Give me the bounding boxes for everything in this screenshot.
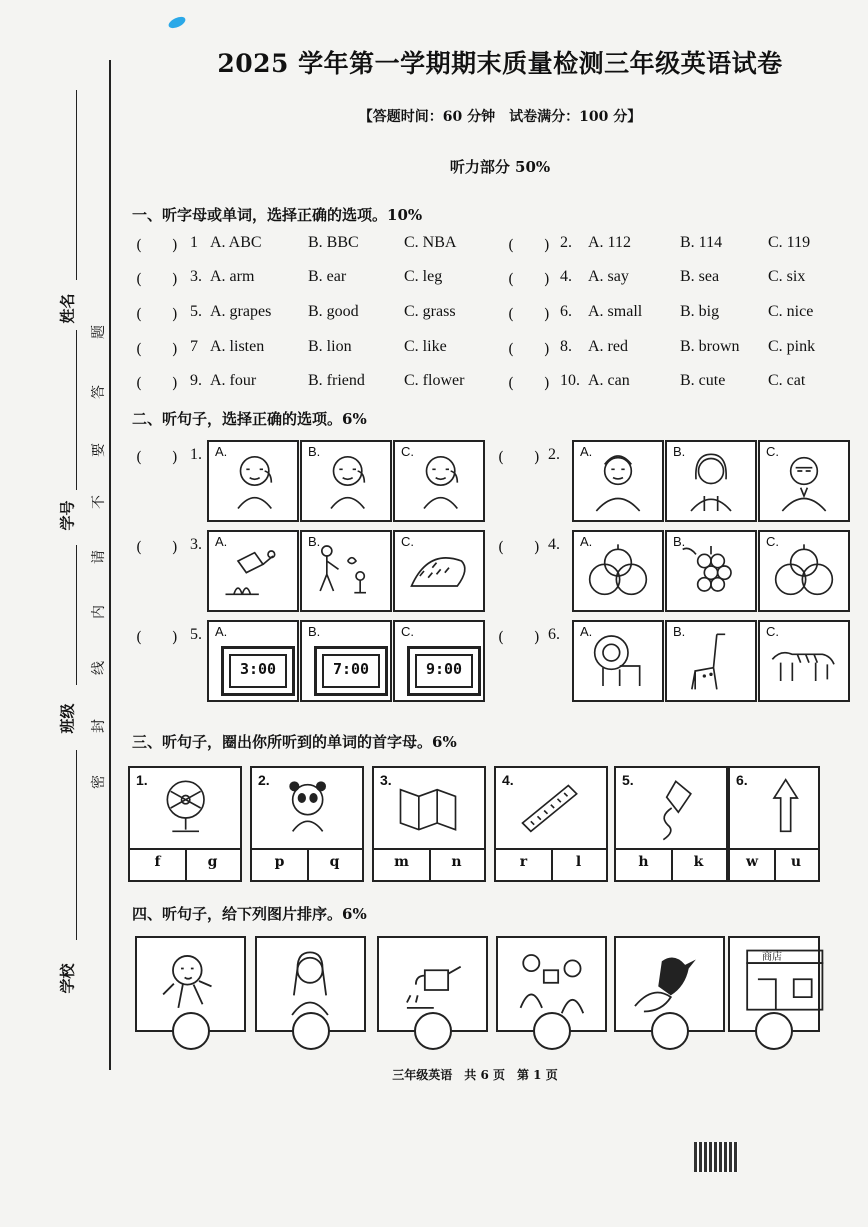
seal-char: 封 [91,719,107,733]
section-3-heading: 三、听句子，圈出你所听到的单词的首字母。6% [132,733,457,751]
picture-option[interactable] [207,620,299,702]
option-label: C. [766,624,779,639]
id-line [76,330,77,490]
question-paren[interactable]: ( ) [136,270,178,288]
seal-char: 线 [91,661,107,675]
letter-question [372,766,486,882]
letter-option[interactable]: f [154,854,161,870]
giraffe-icon [671,626,751,700]
option-b[interactable]: B. friend [308,372,365,389]
question-number: 2. [560,234,572,251]
part-heading: 听力部分 50% [449,158,551,176]
seal-char: 内 [91,605,107,619]
picture-option[interactable] [665,620,757,702]
lion-icon [578,626,658,700]
option-c[interactable]: C. grass [404,303,456,320]
option-b[interactable]: B. BBC [308,234,359,251]
option-c[interactable]: C. pink [768,338,816,355]
question-number: 3. [190,268,202,285]
fan-icon [144,772,224,848]
question-paren[interactable]: ( ) [136,374,178,392]
option-label: C. [401,444,414,459]
letter-option[interactable]: l [575,854,582,870]
order-circle[interactable] [414,1012,452,1050]
option-a[interactable]: A. red [588,338,628,355]
letter-option[interactable]: q [329,854,340,870]
order-circle[interactable] [292,1012,330,1050]
letter-option[interactable]: g [207,854,218,870]
shop-icon [740,942,826,1024]
picture-option[interactable] [300,530,392,612]
option-c[interactable]: C. 119 [768,234,811,251]
option-a[interactable]: A. 112 [588,234,631,251]
picture-option[interactable] [393,530,485,612]
answer-paren[interactable]: ( ) [498,448,540,466]
question-paren[interactable]: ( ) [508,374,550,392]
answer-paren[interactable]: ( ) [498,628,540,646]
panda-icon [266,772,346,848]
question-number: 3. [190,536,202,553]
option-label: B. [673,534,686,549]
section-1-heading: 一、听字母或单词，选择正确的选项。10% [132,206,423,224]
option-c[interactable]: C. cat [768,372,806,389]
question-number: 9. [190,372,202,389]
question-number: 4. [502,772,514,788]
student-id-label: 学号 [58,500,77,531]
option-b[interactable]: B. good [308,303,359,320]
name-label: 姓名 [58,293,77,324]
question-number: 7 [190,338,198,355]
option-label: B. [308,624,321,639]
seal-char: 不 [91,495,107,509]
seal-char: 密 [91,775,107,789]
question-paren[interactable]: ( ) [136,236,178,254]
option-a[interactable]: A. small [588,303,643,320]
option-label: A. [580,624,593,639]
seal-char: 题 [91,325,107,339]
option-a[interactable]: A. ABC [210,234,262,251]
answer-paren[interactable]: ( ) [136,538,178,556]
order-circle[interactable] [533,1012,571,1050]
letter-option[interactable]: m [394,854,409,870]
answer-paren[interactable]: ( ) [136,448,178,466]
question-number: 10. [560,372,580,389]
option-label: A. [580,534,593,549]
order-circle[interactable] [755,1012,793,1050]
option-label: A. [215,444,228,459]
picture-option[interactable] [207,440,299,522]
option-b[interactable]: B. 114 [680,234,723,251]
question-number: 6. [736,772,748,788]
question-number: 1 [190,234,198,251]
option-label: C. [401,534,414,549]
option-c[interactable]: C. flower [404,372,465,389]
picture-option[interactable] [758,440,850,522]
question-paren[interactable]: ( ) [136,305,178,323]
option-label: B. [308,444,321,459]
seal-char: 要 [91,443,107,457]
oranges-icon [764,536,844,610]
picture-option[interactable] [572,620,664,702]
question-number: 2. [258,772,270,788]
letter-question [128,766,242,882]
option-a[interactable]: A. listen [210,338,265,355]
question-number: 2. [548,446,560,463]
oranges-icon [578,536,658,610]
letter-question [250,766,364,882]
option-b[interactable]: B. ear [308,268,347,285]
map-icon [388,772,468,848]
clock-time: 7:00 [322,654,380,688]
question-number: 5. [190,303,202,320]
boy-touching-ear-icon [306,446,386,520]
question-number: 6. [560,303,572,320]
question-number: 4. [548,536,560,553]
letter-option[interactable]: w [745,854,759,870]
school-line [76,750,77,940]
up-arrow-icon [744,772,824,848]
seal-char: 请 [91,550,107,564]
option-label: C. [401,624,414,639]
option-label: B. [673,444,686,459]
grass-icon [399,536,479,610]
order-circle[interactable] [172,1012,210,1050]
kite-icon [630,772,710,848]
option-label: A. [215,624,228,639]
ruler-icon [510,772,590,848]
letter-question [728,766,820,882]
option-b[interactable]: B. cute [680,372,726,389]
exam-info: 【答题时间：60 分钟 试卷满分：100 分】 [358,109,642,125]
question-number: 6. [548,626,560,643]
letter-question [614,766,728,882]
letter-option[interactable]: k [693,854,704,870]
woman-icon [671,446,751,520]
option-b[interactable]: B. lion [308,338,352,355]
letter-option[interactable]: n [451,854,462,870]
clock-icon [314,646,388,696]
option-a[interactable]: A. grapes [210,303,272,320]
letter-option[interactable]: p [274,854,285,870]
name-line [76,90,77,280]
picture-option[interactable] [393,440,485,522]
option-c[interactable]: C. leg [404,268,443,285]
option-b[interactable]: B. brown [680,338,740,355]
page-title: 2025 学年第一学期期末质量检测三年级英语试卷 [217,49,783,78]
option-label: A. [580,444,593,459]
page-footer: 三年级英语 共 6 页 第 1 页 [392,1068,558,1082]
tiger-icon [764,626,844,700]
watering-plants-icon [213,536,293,610]
school-label: 学校 [58,963,77,994]
option-label: C. [766,444,779,459]
option-label: A. [215,534,228,549]
letter-option[interactable]: h [638,854,649,870]
order-circle[interactable] [651,1012,689,1050]
picture-option[interactable] [572,440,664,522]
question-paren[interactable]: ( ) [508,236,550,254]
option-label: B. [673,624,686,639]
picture-option[interactable] [300,440,392,522]
option-label: C. [766,534,779,549]
question-paren[interactable]: ( ) [508,340,550,358]
picture-option[interactable] [665,440,757,522]
question-paren[interactable]: ( ) [508,305,550,323]
letter-option[interactable]: u [790,854,802,870]
boy-touching-ear-icon [399,446,479,520]
grandpa-icon [764,446,844,520]
clock-icon [407,646,481,696]
seal-char: 答 [91,385,107,399]
option-b[interactable]: B. big [680,303,720,320]
clock-time: 9:00 [415,654,473,688]
binding-line [109,60,111,1070]
question-number: 8. [560,338,572,355]
section-4-heading: 四、听句子，给下列图片排序。6% [132,905,367,923]
question-number: 5. [622,772,634,788]
planting-trees-icon [306,536,386,610]
answer-paren[interactable]: ( ) [498,538,540,556]
option-c[interactable]: C. six [768,268,806,285]
picture-option[interactable] [758,620,850,702]
picture-option[interactable] [572,530,664,612]
option-a[interactable]: A. four [210,372,257,389]
question-number: 1. [136,772,148,788]
grapes-icon [671,536,751,610]
option-c[interactable]: C. NBA [404,234,457,251]
letter-question [494,766,608,882]
grandma-icon [578,446,658,520]
answer-paren[interactable]: ( ) [136,628,178,646]
class-line [76,545,77,685]
option-a[interactable]: A. say [588,268,629,285]
option-b[interactable]: B. sea [680,268,720,285]
option-c[interactable]: C. like [404,338,447,355]
letter-option[interactable]: r [519,854,528,870]
option-label: B. [308,534,321,549]
question-number: 3. [380,772,392,788]
picture-option[interactable] [300,620,392,702]
qr-code [694,1142,738,1172]
clock-icon [221,646,295,696]
question-number: 1. [190,446,202,463]
option-a[interactable]: A. can [588,372,630,389]
clock-time: 3:00 [229,654,287,688]
boy-touching-ear-icon [213,446,293,520]
option-a[interactable]: A. arm [210,268,255,285]
question-paren[interactable]: ( ) [136,340,178,358]
picture-option[interactable] [665,530,757,612]
picture-option[interactable] [393,620,485,702]
ink-mark [167,15,187,31]
section-2-heading: 二、听句子，选择正确的选项。6% [132,410,367,428]
question-paren[interactable]: ( ) [508,270,550,288]
option-c[interactable]: C. nice [768,303,814,320]
question-number: 5. [190,626,202,643]
question-number: 4. [560,268,572,285]
picture-option[interactable] [207,530,299,612]
shop-sign: 商店 [762,952,782,963]
class-label: 班级 [58,703,77,734]
picture-option[interactable] [758,530,850,612]
